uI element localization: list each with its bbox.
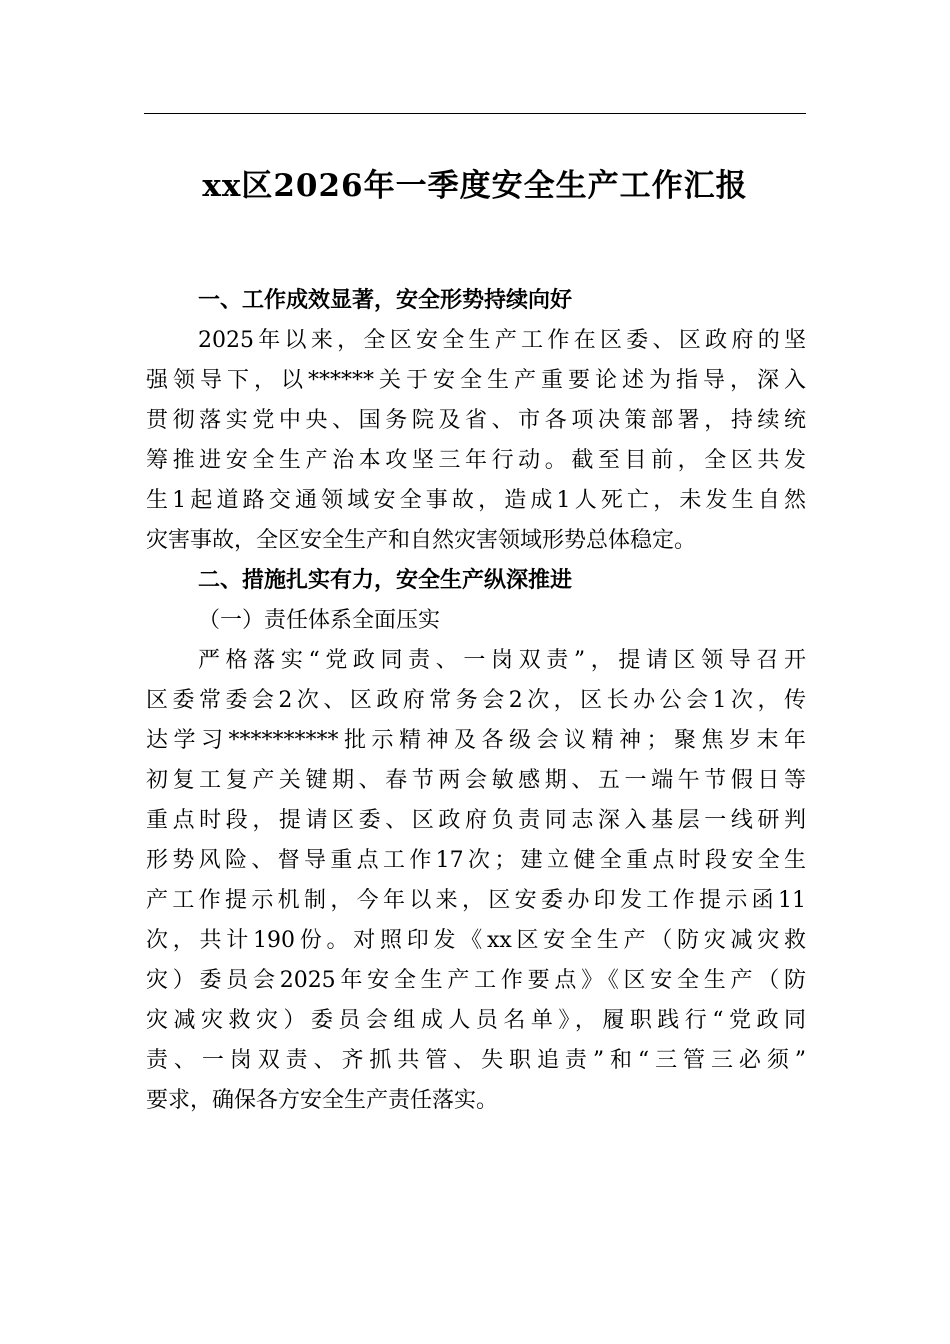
paragraph-line: 筹推进安全生产治本攻坚三年行动。截至目前，全区共发 [146,448,806,473]
section-heading-1: 一、工作成效显著，安全形势持续向好 [198,288,573,313]
paragraph-line: 灾）委员会2025年安全生产工作要点》《区安全生产（防 [146,968,806,993]
paragraph-line: 要求，确保各方安全生产责任落实。 [146,1088,499,1113]
paragraph-line: 灾减灾救灾）委员会组成人员名单》，履职践行“党政同 [146,1008,806,1033]
paragraph-line: 次，共计190份。对照印发《xx区安全生产（防灾减灾救 [146,928,806,953]
paragraph-line: 产工作提示机制，今年以来，区安委办印发工作提示函11 [146,888,806,913]
paragraph-line: 灾害事故，全区安全生产和自然灾害领域形势总体稳定。 [146,528,697,553]
document-title: xx区2026年一季度安全生产工作汇报 [202,168,748,204]
section-2-paragraph [146,641,806,1121]
section-heading-2: 二、措施扎实有力，安全生产纵深推进 [198,568,573,593]
paragraph-line: 初复工复产关键期、春节两会敏感期、五一端午节假日等 [146,768,806,793]
header-rule [144,113,806,114]
paragraph-line: 责、一岗双责、齐抓共管、失职追责”和“三管三必须” [146,1048,806,1073]
section-1-paragraph [146,321,806,561]
subsection-heading: （一）责任体系全面压实 [198,608,441,633]
paragraph-line: 生1起道路交通领域安全事故，造成1人死亡，未发生自然 [146,488,806,513]
paragraph-line: 贯彻落实党中央、国务院及省、市各项决策部署，持续统 [146,408,806,433]
paragraph-line: 强领导下，以******关于安全生产重要论述为指导，深入 [146,368,806,393]
paragraph-line: 达学习**********批示精神及各级会议精神；聚焦岁末年 [146,728,806,753]
paragraph-line: 重点时段，提请区委、区政府负责同志深入基层一线研判 [146,808,806,833]
paragraph-line: 严格落实“党政同责、一岗双责”，提请区领导召开 [198,648,806,673]
document-body [146,281,806,1121]
paragraph-line: 2025年以来，全区安全生产工作在区委、区政府的坚 [198,328,806,353]
paragraph-line: 形势风险、督导重点工作17次；建立健全重点时段安全生 [146,848,806,873]
paragraph-line: 区委常委会2次、区政府常务会2次，区长办公会1次，传 [146,688,806,713]
